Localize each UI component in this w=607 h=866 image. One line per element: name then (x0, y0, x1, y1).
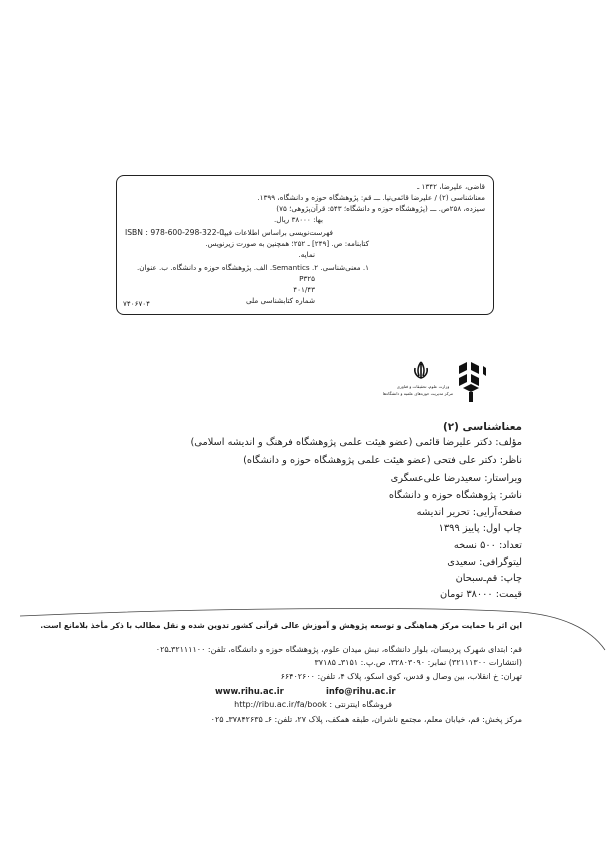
credit-line: قیمت: ۳۸۰۰۰ تومان (440, 589, 522, 600)
credit-line: چاپ اول: پاییز ۱۳۹۹ (438, 523, 522, 534)
logo-caption: وزارت علوم، تحقیقات و فناوری (396, 384, 450, 389)
cip-line: ۱. معنی‌شناسی. ۲. Semantics. الف. پژوهشگاه حوزه و دانشگاه. ب. عنوان. (136, 263, 369, 272)
tehran-address-line: تهران: خ انقلاب، بین وصال و قدس، کوی اسکو، پلاک ۴، تلفن: ۶۶۴۰۲۶۰۰ (280, 672, 522, 681)
cip-line: P۳۲۵ (299, 274, 315, 283)
cip-line: معناشناسی (۲) / علیرضا قائمی‌نیا. ـــ قم: پژوهشگاه حوزه و دانشگاه، ۱۳۹۹. (257, 193, 485, 202)
iran-emblem-icon (411, 360, 431, 382)
distribution-line: مرکز پخش: قم، خیابان معلم، مجتمع ناشران، طبقه همکف، پلاک ۲۷، تلفن: ۶ـ ۳۷۸۴۲۶۳۵ـ ۰۲۵ (210, 715, 522, 724)
cip-line: بها: ۳۸۰۰۰ ریال. (274, 215, 323, 224)
cip-line: شماره کتابشناسی ملی (246, 296, 315, 305)
credit-line: چاپ: قم‌ـ‌سبحان (455, 573, 522, 584)
cip-line: نمایه. (298, 250, 315, 259)
isbn: ISBN : 978-600-298-322-0 (125, 228, 225, 237)
credit-line: لیتوگرافی: سعیدی (447, 557, 522, 568)
email-link[interactable]: info@rihu.ac.ir (326, 686, 396, 696)
cip-box (116, 175, 494, 315)
cip-line: کتابنامه: ص. [۲۴۹] ـ ۲۵۲؛ همچنین به صورت زیرنویس. (205, 239, 369, 248)
logo-caption: مرکز مدیریت حوزه‌های علمیه و دانشگاه‌ها (382, 391, 453, 396)
credit-line: ناشر: پژوهشگاه حوزه و دانشگاه (388, 490, 522, 501)
cip-line: ۴۰۱/۴۳ (293, 285, 315, 294)
qom-address-line: قم: ابتدای شهرک پردیسان، بلوار دانشگاه، نبش میدان علوم، پژوهشگاه حوزه و دانشگاه، تلفن: ۳۲۱۱۱۱۰۰ـ۰۲۵ (155, 645, 522, 654)
credit-line: صفحه‌آرایی: تحریر اندیشه (416, 507, 522, 518)
cip-line: قاضی، علیرضا، ۱۳۴۲ ـ (417, 182, 485, 191)
support-notice: این اثر با حمایت مرکز هماهنگی و توسعه پژوهش و آموزش عالی قرآنی کشور تدوین شده و نقل مطالب با ذکر مأخذ بلامانع است. (40, 621, 522, 630)
cip-line: سیزده، ۲۵۸ص. ـــ (پژوهشگاه حوزه و دانشگاه؛ ۵۴۳: قرآن‌پژوهی؛ ۷۵) (276, 204, 485, 213)
credit-line: تعداد: ۵۰۰ نسخه (453, 540, 522, 551)
website-link[interactable]: www.rihu.ac.ir (215, 686, 284, 696)
qom-address-line: (انتشارات ۳۲۱۱۱۳۰۰) نمابر: ۳۲۸۰۳۰۹۰، ص.پ.: ۳۱۵۱ـ ۳۷۱۸۵ (314, 658, 522, 667)
credit-line: ناظر: دکتر علی فتحی (عضو هیئت علمی پژوهشگاه حوزه و دانشگاه) (243, 455, 522, 466)
credit-line: مؤلف: دکتر علیرضا قائمی (عضو هیئت علمی پژوهشگاه فرهنگ و اندیشه اسلامی) (190, 437, 522, 448)
rihu-logo-icon (457, 360, 487, 404)
online-store-line[interactable]: فروشگاه اینترنتی : http://ribu.ac.ir/fa/book (234, 700, 392, 709)
book-title: معناشناسی (۲) (443, 421, 522, 433)
cip-line: فهرست‌نویسی براساس اطلاعات فیپا. (219, 228, 333, 237)
publisher-logos (382, 360, 491, 410)
bib-number: ۷۴۰۶۷۰۴ (123, 299, 151, 308)
credit-line: ویراستار: سعیدرضا علی‌عسگری (390, 473, 522, 484)
